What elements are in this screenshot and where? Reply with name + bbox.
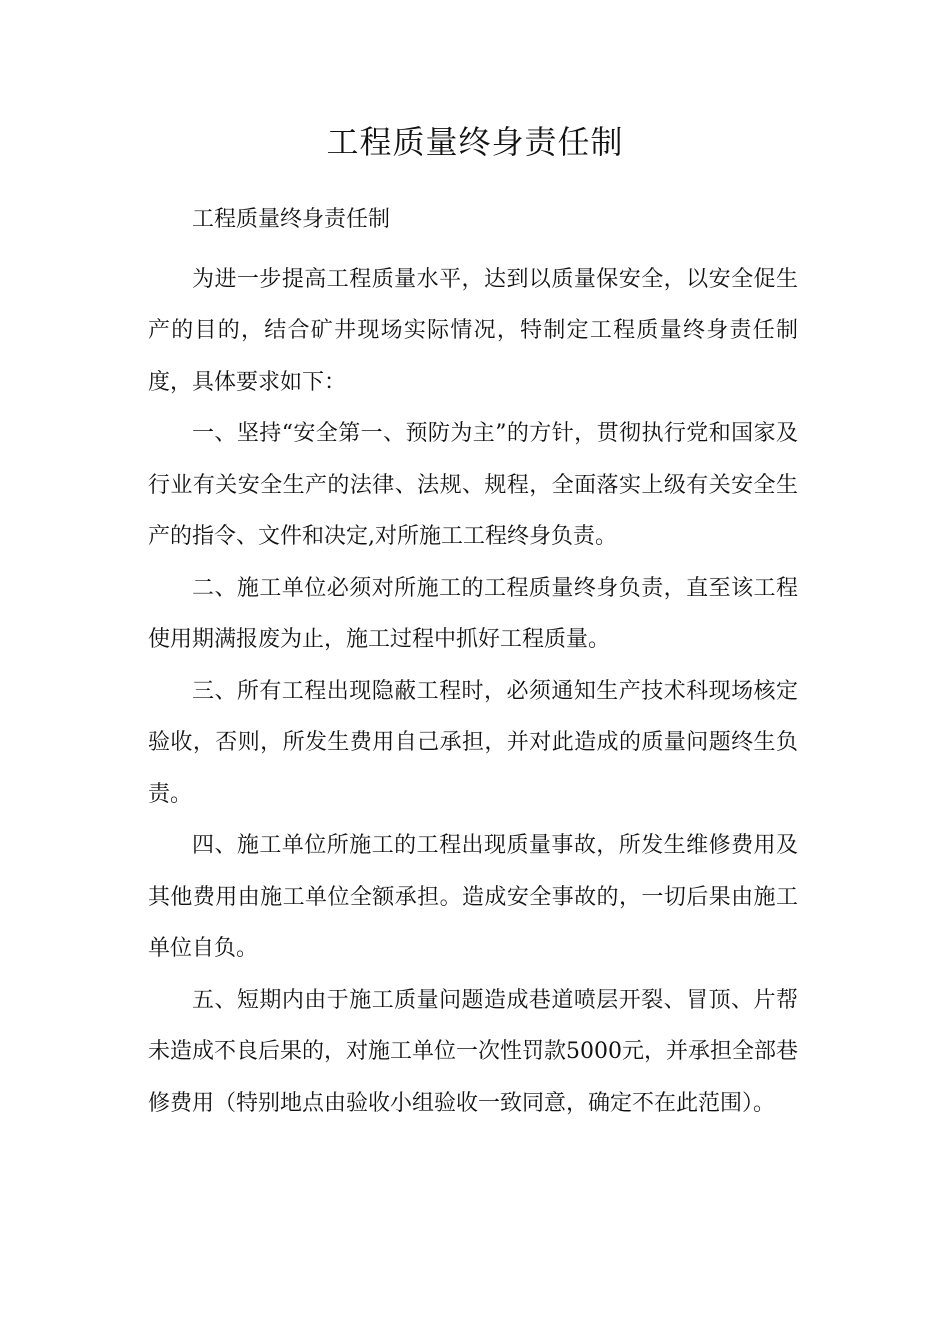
paragraph-item-3: 三、所有工程出现隐蔽工程时，必须通知生产技术科现场核定验收，否则，所发生费用自己承担，并对此造成的质量问题终生负责。 <box>148 678 798 807</box>
document-title: 工程质量终身责任制 <box>326 123 624 161</box>
document-subtitle: 工程质量终身责任制 <box>192 207 391 232</box>
paragraph-item-1: 一、坚持“安全第一、预防为主”的方针，贯彻执行党和国家及行业有关安全生产的法律、法规、规程，全面落实上级有关安全生产的指令、文件和决定,对所施工工程终身负责。 <box>148 421 798 549</box>
paragraph-item-5: 五、短期内由于施工质量问题造成巷道喷层开裂、冒顶、片帮未造成不良后果的，对施工单位一次性罚款5000元，并承担全部巷修费用（特别地点由验收小组验收一致同意，确定不在此范围）。 <box>148 987 798 1116</box>
paragraph-item-4: 四、施工单位所施工的工程出现质量事故，所发生维修费用及其他费用由施工单位全额承担。造成安全事故的，一切后果由施工单位自负。 <box>148 833 798 961</box>
document-body <box>148 194 798 1129</box>
paragraph-item-2: 二、施工单位必须对所施工的工程质量终身负责，直至该工程使用期满报废为止，施工过程中抓好工程质量。 <box>148 575 798 652</box>
paragraph-intro: 为进一步提高工程质量水平，达到以质量保安全，以安全促生产的目的，结合矿井现场实际情况，特制定工程质量终身责任制度，具体要求如下： <box>148 266 798 395</box>
